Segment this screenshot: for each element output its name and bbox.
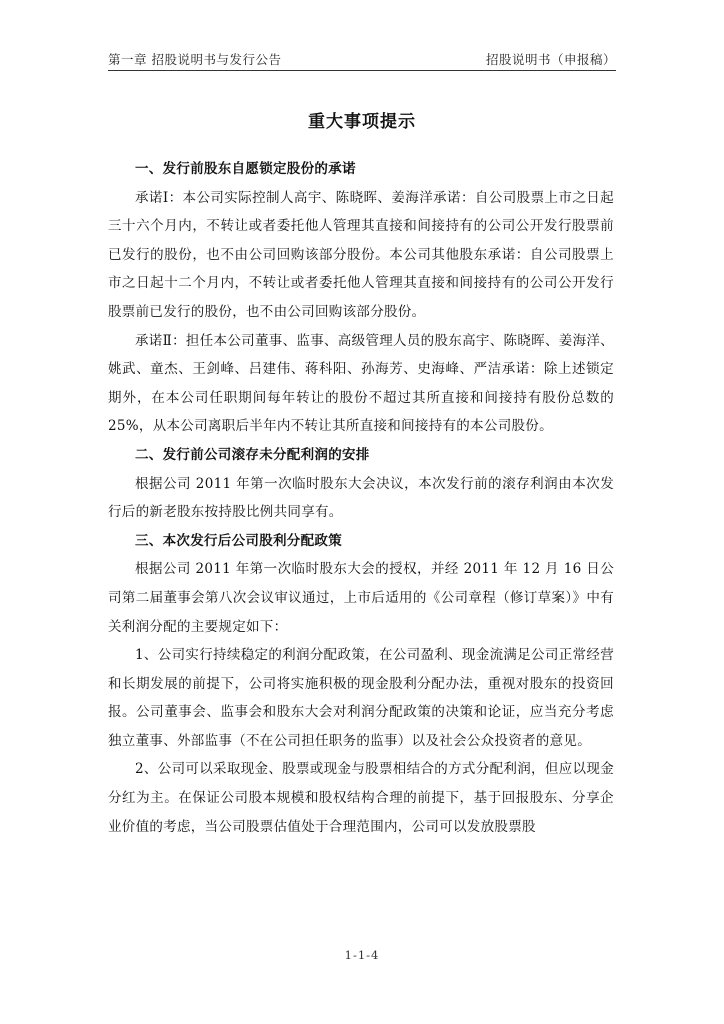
page-title: 重大事项提示 (308, 112, 416, 132)
paragraph-dividend-item-2: 2、公司可以采取现金、股票或现金与股票相结合的方式分配利润，但应以现金分红为主。在保证公司股本规模和股权结构合理的前提下，基于回报股东、分享企业价值的考虑，当公司股票估值处于合理范围内，公司可以发放股票股 (108, 761, 614, 835)
document-body (108, 155, 614, 841)
header-divider (108, 70, 616, 71)
section-heading-dividend-policy: 三、本次发行后公司股利分配政策 (135, 532, 342, 549)
paragraph-dividend-item-1: 1、公司实行持续稳定的利润分配政策，在公司盈利、现金流满足公司正常经营和长期发展的前提下，公司将实施积极的现金股利分配办法，重视对股东的投资回报。公司董事会、监事会和股东大会对利润分配政策的决策和论证，应当充分考虑独立董事、外部监事（不在公司担任职务的监事）以及社会公众投资者的意见。 (108, 647, 614, 749)
section-heading-retained-profit: 二、发行前公司滚存未分配利润的安排 (135, 446, 370, 463)
paragraph-commitment-1: 承诺Ⅰ：本公司实际控制人高宇、陈晓晖、姜海洋承诺：自公司股票上市之日起三十六个月内，不转让或者委托他人管理其直接和间接持有的公司公开发行股票前已发行的股份，也不由公司回购该部分股份。本公司其他股东承诺：自公司股票上市之日起十二个月内，不转让或者委托他人管理其直接和间接持有的公司公开发行股票前已发行的股份，也不由公司回购该部分股份。 (108, 189, 614, 320)
section-heading-lockup: 一、发行前股东自愿锁定股份的承诺 (135, 161, 356, 177)
header-doc-type: 招股说明书（申报稿） (485, 52, 616, 67)
paragraph-dividend-intro: 根据公司 2011 年第一次临时股东大会的授权，并经 2011 年 12 月 16 日公司第二届董事会第八次会议审议通过，上市后适用的《公司章程（修订草案）》中有关利润分配的主要规定如下： (108, 561, 614, 635)
page-header (108, 50, 616, 68)
paragraph-commitment-2: 承诺Ⅱ：担任本公司董事、监事、高级管理人员的股东高宇、陈晓晖、姜海洋、姚武、童杰、王剑峰、吕建伟、蒋科阳、孙海芳、史海峰、严洁承诺：除上述锁定期外，在本公司任职期间每年转让的股份不超过其所直接和间接持有股份总数的 25%，从本公司离职后半年内不转让其所直接和间接持有的本公司股份。 (108, 332, 614, 435)
paragraph-retained-profit: 根据公司 2011 年第一次临时股东大会决议，本次发行前的滚存利润由本次发行后的新老股东按持股比例共同享有。 (108, 475, 614, 521)
page-number: 1-1-4 (344, 948, 380, 962)
header-chapter: 第一章 招股说明书与发行公告 (108, 52, 282, 67)
